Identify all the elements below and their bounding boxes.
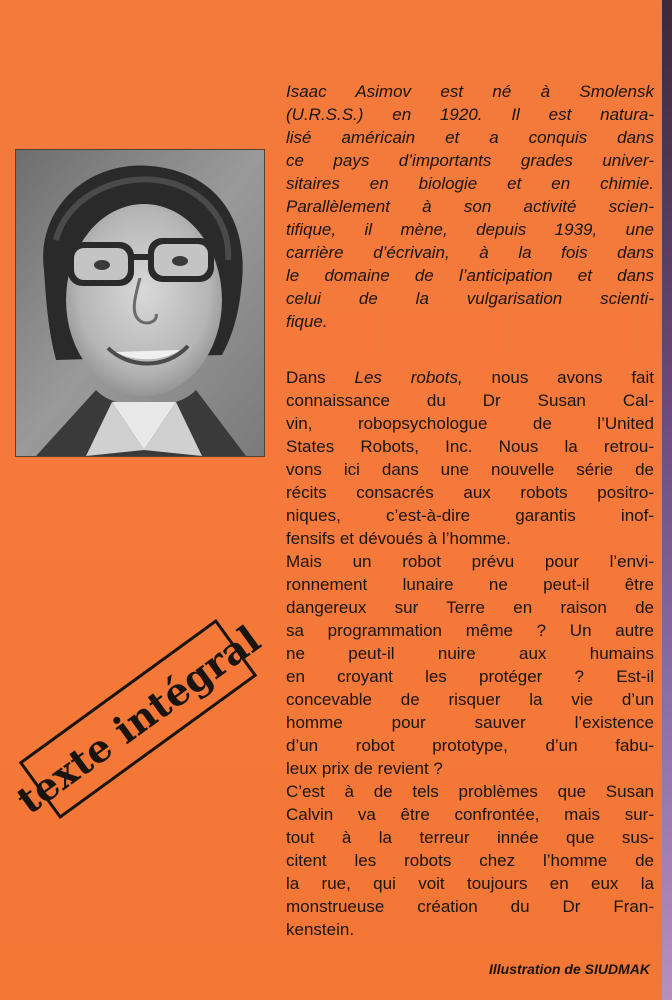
description-line: dangereux sur Terre en raison de [286,598,654,617]
description-line: vons ici dans une nouvelle série de [286,460,654,479]
description-line: monstrueuse création du Dr Fran- [286,897,654,916]
description-line [286,366,654,389]
description-line: d’un robot prototype, d’un fabu- [286,736,654,755]
description-line: C’est à de tels problèmes que Susan [286,782,654,801]
author-photo [16,150,264,456]
description-line: en croyant les protéger ? Est-il [286,667,654,686]
stamp-text: texte intégral [7,615,269,823]
description-lines [286,389,654,941]
description-line-prefix: Dans [286,368,355,387]
bio-line: le domaine de l’anticipation et dans [286,266,654,285]
author-bio [286,80,654,333]
description-line: connaissance du Dr Susan Cal- [286,391,654,410]
description-line: fensifs et dévoués à l’homme. [286,529,511,548]
description-line: Mais un robot prévu pour l’envi- [286,552,654,571]
bio-line: Isaac Asimov est né à Smolensk [286,82,654,101]
description-line: leux prix de revient ? [286,759,443,778]
spine-edge [662,0,672,1000]
description-line: ne peut-il nuire aux humains [286,644,654,663]
book-description [286,366,654,941]
description-line: ronnement lunaire ne peut-il être [286,575,654,594]
description-line: Calvin va être confrontée, mais sur- [286,805,654,824]
description-line: vin, robopsychologue de l’United [286,414,654,433]
bio-line: Parallèlement à son activité scien- [286,197,654,216]
bio-line: celui de la vulgarisation scienti- [286,289,654,308]
book-title-reference: Les robots, [354,368,463,387]
description-line-suffix: nous avons fait [462,368,654,387]
texte-integral-stamp [7,615,269,823]
bio-line: carrière d’écrivain, à la fois dans [286,243,654,262]
illustration-credit: Illustration de SIUDMAK [488,961,650,977]
bio-line: fique. [286,312,328,331]
description-line: niques, c’est-à-dire garantis inof- [286,506,654,525]
bio-line: sitaires en biologie et en chimie. [286,174,654,193]
description-line: sa programmation même ? Un autre [286,621,654,640]
description-line: tout à la terreur innée que sus- [286,828,654,847]
description-line: récits consacrés aux robots positro- [286,483,654,502]
description-line: concevable de risquer la vie d’un [286,690,654,709]
bio-line: lisé américain et a conquis dans [286,128,654,147]
author-portrait-icon [16,150,264,456]
description-line: citent les robots chez l’homme de [286,851,654,870]
description-line: States Robots, Inc. Nous la retrou- [286,437,654,456]
bio-line: ce pays d’importants grades univer- [286,151,654,170]
description-line: homme pour sauver l’existence [286,713,654,732]
bio-line: tifique, il mène, depuis 1939, une [286,220,654,239]
description-line: kenstein. [286,920,355,939]
bio-line: (U.R.S.S.) en 1920. Il est natura- [286,105,654,124]
description-line: la rue, qui voit toujours en eux la [286,874,654,893]
